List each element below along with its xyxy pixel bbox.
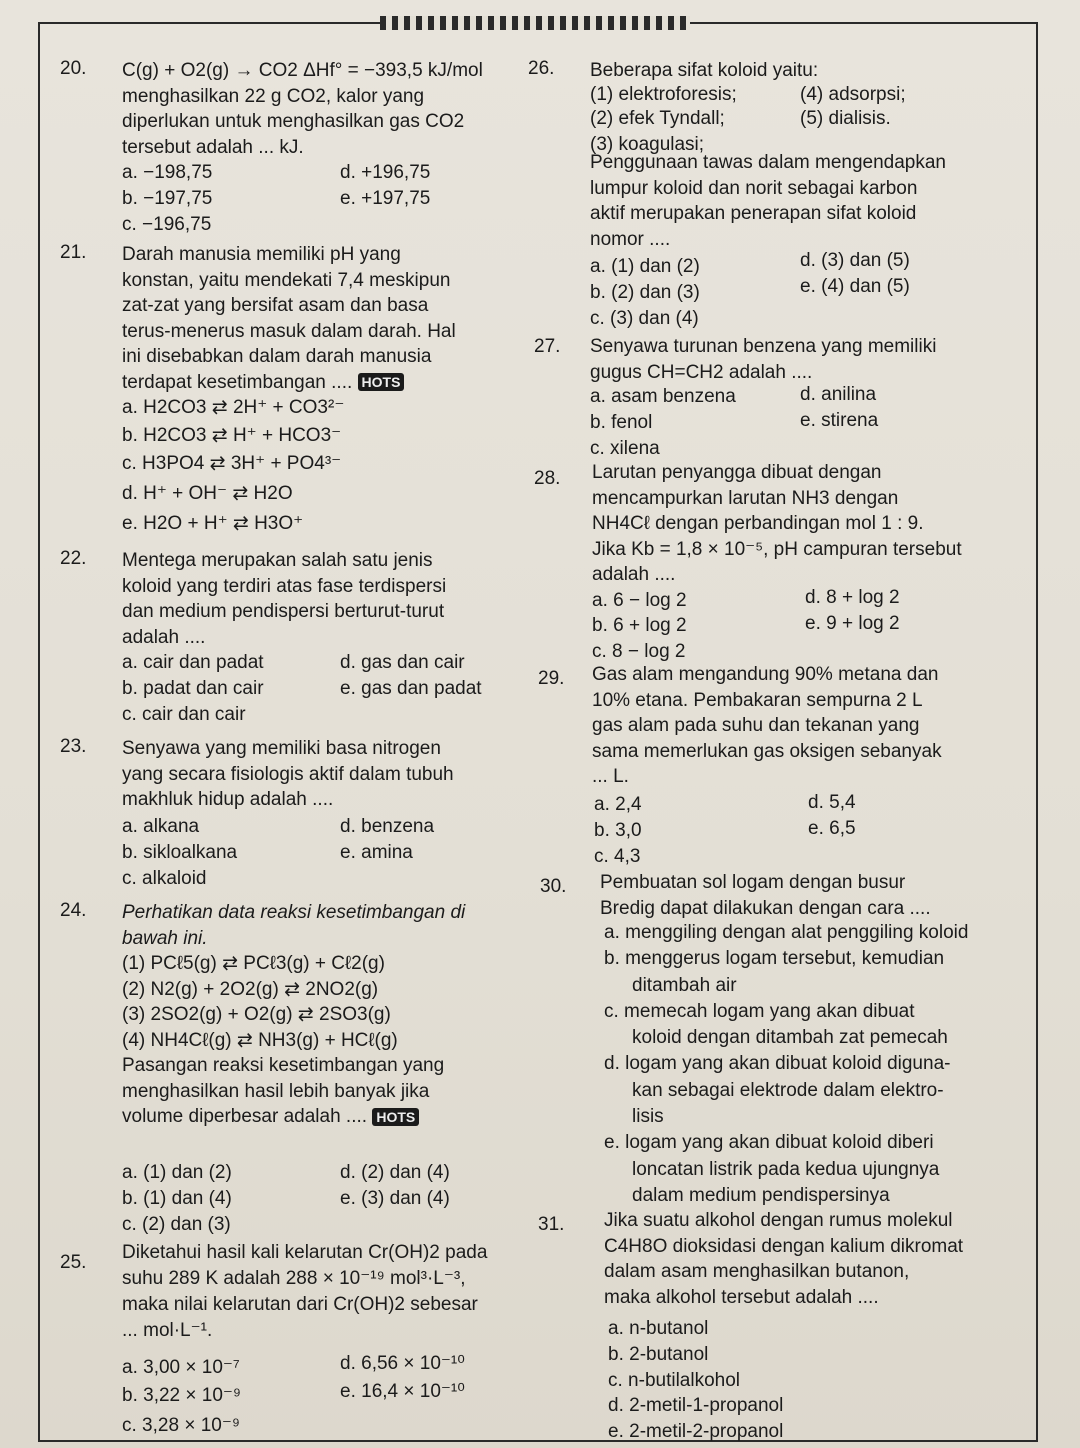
question-line: Pasangan reaksi kesetimbangan yang: [122, 1055, 445, 1076]
option-c: c. 4,3: [594, 846, 641, 867]
question-number: 31.: [538, 1214, 565, 1235]
option-d: d. (2) dan (4): [340, 1162, 450, 1183]
option-a: a. menggiling dengan alat penggiling koloid: [604, 922, 969, 943]
option-b: b. menggerus logam tersebut, kemudian: [604, 948, 945, 970]
option-d: d. (3) dan (5): [800, 250, 910, 271]
question-line: adalah ....: [592, 564, 676, 585]
option-a: a. H2CO3 ⇄ 2H⁺ + CO3²⁻: [122, 397, 345, 418]
option-d: d. anilina: [800, 384, 877, 405]
option-a: a. (1) dan (2): [122, 1162, 232, 1183]
question-24: [122, 900, 512, 1130]
question-line: Bredig dapat dilakukan dengan cara ....: [600, 897, 931, 919]
option-e: e. logam yang akan dibuat koloid diberi: [604, 1132, 934, 1154]
option-a: a. cair dan padat: [122, 652, 264, 673]
option-a: a. n-butanol: [608, 1318, 709, 1339]
option-e: e. (4) dan (5): [800, 276, 910, 297]
option-b: b. padat dan cair: [122, 678, 264, 699]
option-e: e. 16,4 × 10⁻¹⁰: [340, 1381, 465, 1402]
option-a: a. asam benzena: [590, 386, 736, 407]
option-c: c. memecah logam yang akan dibuat: [604, 1000, 915, 1022]
option-b: b. 6 + log 2: [592, 615, 687, 636]
question-number: 25.: [60, 1252, 87, 1273]
option-c: c. H3PO4 ⇄ 3H⁺ + PO4³⁻: [122, 453, 342, 474]
question-line: maka alkohol tersebut adalah ....: [604, 1286, 879, 1308]
option-b: b. 3,0: [594, 820, 642, 841]
option-e: e. +197,75: [340, 188, 431, 209]
reaction-2: (2) N2(g) + 2O2(g) ⇄ 2NO2(g): [122, 978, 379, 1000]
reaction-4: (4) NH4Cℓ(g) ⇄ NH3(g) + HCℓ(g): [122, 1029, 398, 1051]
option-d: d. +196,75: [340, 162, 431, 183]
question-line: Pembuatan sol logam dengan busur: [600, 872, 906, 893]
option-e: e. (3) dan (4): [340, 1188, 450, 1209]
option-d: d. 5,4: [808, 792, 856, 813]
option-a: a. 2,4: [594, 794, 642, 815]
question-30: [600, 870, 985, 921]
option-d-cont: lisis: [632, 1106, 664, 1128]
question-25: [122, 1240, 522, 1344]
property-5: (5) dialisis.: [800, 108, 891, 129]
question-line: Larutan penyangga dibuat dengan: [592, 462, 882, 483]
question-line: menghasilkan 22 g CO2, kalor yang: [122, 85, 425, 107]
question-line: dan medium pendispersi berturut-turut: [122, 601, 445, 622]
question-22: [122, 548, 507, 650]
question-line: Perhatikan data reaksi kesetimbangan di: [122, 902, 466, 923]
option-d: d. benzena: [340, 816, 435, 837]
question-27: [590, 334, 975, 385]
question-line: C(g) + O2(g) → CO2 ΔHf° = −393,5 kJ/mol: [122, 60, 483, 81]
question-26: [590, 58, 970, 84]
option-a: a. alkana: [122, 816, 200, 837]
question-29: [592, 662, 977, 790]
question-line: terdapat kesetimbangan ....: [122, 371, 353, 393]
property-3: (3) koagulasi;: [590, 134, 705, 155]
question-line: Senyawa turunan benzena yang memiliki: [590, 336, 937, 357]
question-31: [604, 1208, 989, 1310]
question-number: 20.: [60, 58, 87, 79]
option-e: e. gas dan padat: [340, 678, 482, 699]
option-a: a. −198,75: [122, 162, 213, 183]
option-b: b. (2) dan (3): [590, 282, 700, 303]
question-number: 29.: [538, 668, 565, 689]
question-line: Beberapa sifat koloid yaitu:: [590, 60, 819, 81]
question-line: mencampurkan larutan NH3 dengan: [592, 487, 899, 509]
property-1: (1) elektroforesis;: [590, 84, 737, 105]
question-line: zat-zat yang bersifat asam dan basa: [122, 295, 429, 316]
question-31-options: [608, 1316, 988, 1445]
option-c: c. (2) dan (3): [122, 1214, 231, 1235]
question-28: [592, 460, 974, 588]
hots-badge: HOTS: [358, 373, 405, 391]
question-line: C4H8O dioksidasi dengan kalium dikromat: [604, 1235, 964, 1257]
question-number: 28.: [534, 468, 561, 489]
option-c-cont: koloid dengan ditambah zat pemecah: [632, 1027, 948, 1049]
question-line: NH4Cℓ dengan perbandingan mol 1 : 9.: [592, 513, 924, 534]
option-c: c. −196,75: [122, 214, 212, 235]
option-e: e. 2-metil-2-propanol: [608, 1421, 784, 1443]
option-c: c. 8 − log 2: [592, 641, 686, 662]
option-b: b. (1) dan (4): [122, 1188, 232, 1209]
question-line: menghasilkan hasil lebih banyak jika: [122, 1080, 430, 1102]
question-number: 30.: [540, 876, 567, 897]
reaction-3: (3) 2SO2(g) + O2(g) ⇄ 2SO3(g): [122, 1004, 391, 1025]
option-b: b. H2CO3 ⇄ H⁺ + HCO3⁻: [122, 425, 342, 446]
question-line: diperlukan untuk menghasilkan gas CO2: [122, 111, 465, 132]
question-line: Darah manusia memiliki pH yang: [122, 244, 401, 265]
option-b: b. 2-butanol: [608, 1343, 709, 1365]
question-number: 23.: [60, 736, 87, 757]
option-d: d. logam yang akan dibuat koloid diguna-: [604, 1053, 951, 1075]
question-line: terus-menerus masuk dalam darah. Hal: [122, 320, 456, 342]
option-a: a. 3,00 × 10⁻⁷: [122, 1357, 240, 1378]
hots-badge: HOTS: [372, 1108, 419, 1126]
question-line: volume diperbesar adalah ....: [122, 1106, 368, 1127]
question-line: gugus CH=CH2 adalah ....: [590, 361, 813, 383]
question-line: yang secara fisiologis aktif dalam tubuh: [122, 763, 454, 785]
question-line: suhu 289 K adalah 288 × 10⁻¹⁹ mol³·L⁻³,: [122, 1268, 466, 1289]
question-line: dalam asam menghasilkan butanon,: [604, 1261, 910, 1282]
option-b: b. −197,75: [122, 188, 213, 209]
question-line: Gas alam mengandung 90% metana dan: [592, 664, 939, 685]
question-30-options: [604, 920, 984, 1209]
option-c: c. (3) dan (4): [590, 308, 699, 329]
question-line: nomor ....: [590, 228, 671, 250]
option-c: c. cair dan cair: [122, 704, 246, 725]
question-number: 24.: [60, 900, 87, 921]
option-e: e. 9 + log 2: [805, 613, 900, 634]
question-line: Mentega merupakan salah satu jenis: [122, 550, 433, 571]
property-4: (4) adsorpsi;: [800, 84, 906, 105]
option-c: c. alkaloid: [122, 868, 207, 889]
option-c: c. n-butilalkohol: [608, 1369, 741, 1391]
question-line: makhluk hidup adalah ....: [122, 789, 334, 810]
option-e-cont: loncatan listrik pada kedua ujungnya: [632, 1158, 940, 1180]
option-b: b. sikloalkana: [122, 842, 238, 863]
option-b-cont: ditambah air: [632, 974, 737, 996]
option-b: b. fenol: [590, 412, 653, 433]
option-b: b. 3,22 × 10⁻⁹: [122, 1385, 242, 1406]
question-line: 10% etana. Pembakaran sempurna 2 L: [592, 689, 923, 711]
question-line: Senyawa yang memiliki basa nitrogen: [122, 738, 441, 759]
question-line: ... L.: [592, 766, 629, 787]
option-e: e. stirena: [800, 410, 879, 431]
question-line: Diketahui hasil kali kelarutan Cr(OH)2 pada: [122, 1242, 488, 1263]
question-line: koloid yang terdiri atas fase terdispersi: [122, 575, 447, 597]
question-line: bawah ini.: [122, 927, 208, 949]
question-number: 26.: [528, 58, 555, 79]
question-line: tersebut adalah ... kJ.: [122, 136, 304, 158]
option-a: a. 6 − log 2: [592, 590, 687, 611]
question-20: [122, 58, 512, 160]
option-e: e. 6,5: [808, 818, 856, 839]
option-e-cont: dalam medium pendispersinya: [632, 1184, 890, 1206]
question-line: sama memerlukan gas oksigen sebanyak: [592, 740, 942, 762]
question-26-body: [590, 150, 970, 252]
option-a: a. (1) dan (2): [590, 256, 700, 277]
option-c: c. xilena: [590, 438, 660, 459]
option-d-cont: kan sebagai elektrode dalam elektro-: [632, 1079, 944, 1101]
option-d: d. 8 + log 2: [805, 587, 900, 608]
reaction-1: (1) PCℓ5(g) ⇄ PCℓ3(g) + Cℓ2(g): [122, 953, 385, 974]
option-c: c. 3,28 × 10⁻⁹: [122, 1415, 240, 1436]
property-2: (2) efek Tyndall;: [590, 108, 725, 129]
option-d: d. 6,56 × 10⁻¹⁰: [340, 1353, 465, 1374]
question-line: konstan, yaitu mendekati 7,4 meskipun: [122, 269, 451, 291]
question-line: ini disebabkan dalam darah manusia: [122, 346, 432, 367]
question-number: 21.: [60, 242, 87, 263]
option-d: d. gas dan cair: [340, 652, 465, 673]
question-line: maka nilai kelarutan dari Cr(OH)2 sebesar: [122, 1294, 478, 1315]
question-line: Jika Kb = 1,8 × 10⁻⁵, pH campuran tersebut: [592, 538, 962, 560]
question-line: gas alam pada suhu dan tekanan yang: [592, 715, 920, 736]
option-d: d. H⁺ + OH⁻ ⇄ H2O: [122, 483, 293, 504]
question-line: adalah ....: [122, 626, 206, 648]
option-e: e. H2O + H⁺ ⇄ H3O⁺: [122, 513, 304, 534]
border-ornament: [380, 16, 690, 30]
question-line: aktif merupakan penerapan sifat koloid: [590, 203, 917, 224]
question-line: Jika suatu alkohol dengan rumus molekul: [604, 1210, 953, 1231]
question-line: ... mol·L⁻¹.: [122, 1320, 213, 1341]
question-line: Penggunaan tawas dalam mengendapkan: [590, 152, 946, 173]
option-e: e. amina: [340, 842, 413, 863]
question-line: lumpur koloid dan norit sebagai karbon: [590, 177, 918, 199]
question-23: [122, 736, 507, 813]
question-number: 27.: [534, 336, 561, 357]
option-d: d. 2-metil-1-propanol: [608, 1395, 784, 1417]
question-21: [122, 242, 507, 395]
question-number: 22.: [60, 548, 87, 569]
